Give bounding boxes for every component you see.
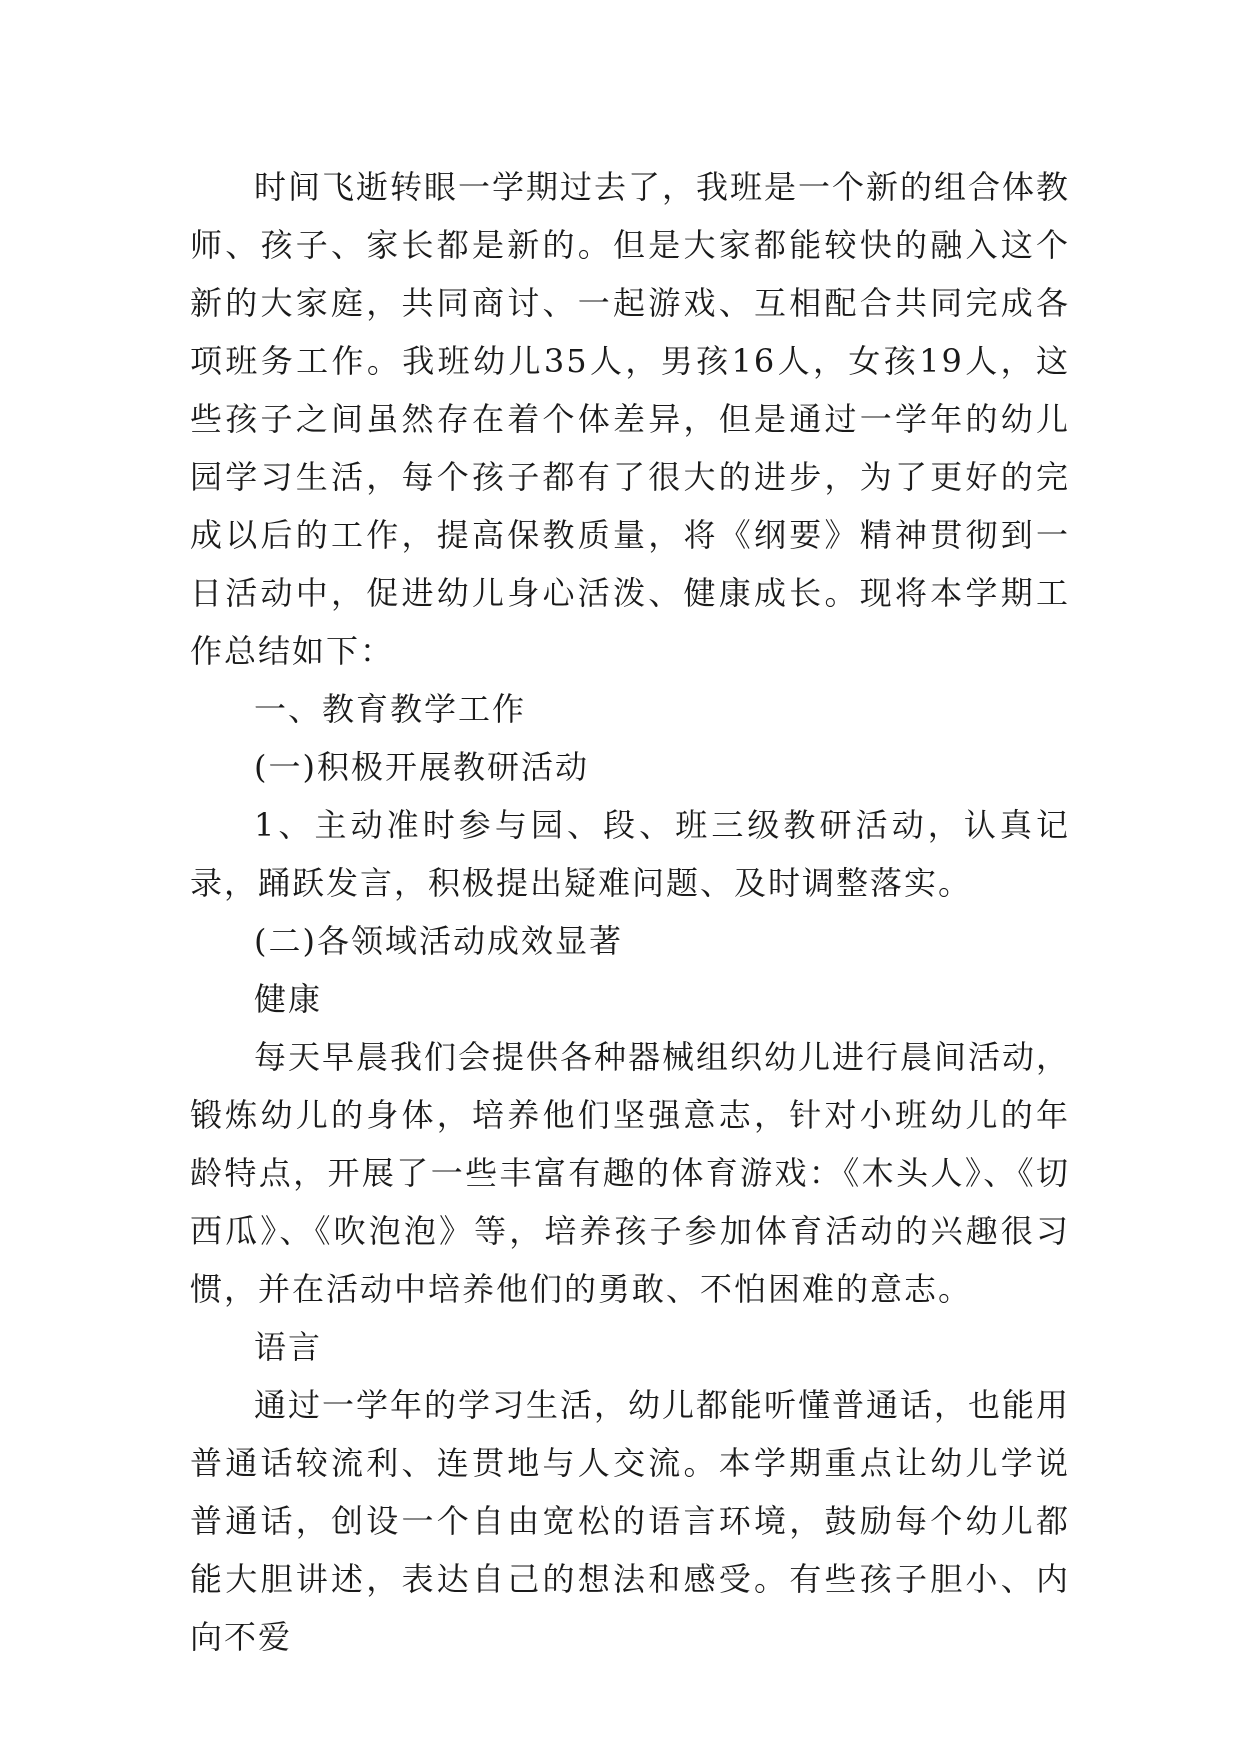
research-paragraph: 1、主动准时参与园、段、班三级教研活动，认真记录，踊跃发言，积极提出疑难问题、及时调整落实。 (190, 806, 1070, 902)
health-paragraph: 每天早晨我们会提供各种器械组织幼儿进行晨间活动，锻炼幼儿的身体，培养他们坚强意志，针对小班幼儿的年龄特点，开展了一些丰富有趣的体育游戏：《木头人》、《切西瓜》、《吹泡泡》等，培养孩子参加体育活动的兴趣很习惯，并在活动中培养他们的勇敢、不怕困难的意志。 (190, 1038, 1071, 1308)
subsection-heading-research: (一)积极开展教研活动 (254, 748, 589, 786)
domain-heading-language: 语言 (254, 1328, 323, 1366)
document-body (190, 158, 1070, 1666)
subsection-heading-domains: (二)各领域活动成效显著 (254, 922, 623, 960)
language-paragraph: 通过一学年的学习生活，幼儿都能听懂普通话，也能用普通话较流利、连贯地与人交流。本学期重点让幼儿学说普通话，创设一个自由宽松的语言环境，鼓励每个幼儿都能大胆讲述，表达自己的想法和感受。有些孩子胆小、内向不爱 (190, 1386, 1071, 1656)
domain-heading-health: 健康 (254, 980, 323, 1018)
intro-paragraph: 时间飞逝转眼一学期过去了，我班是一个新的组合体教师、孩子、家长都是新的。但是大家都能较快的融入这个新的大家庭，共同商讨、一起游戏、互相配合共同完成各项班务工作。我班幼儿35人，男孩16人，女孩19人，这些孩子之间虽然存在着个体差异，但是通过一学年的幼儿园学习生活，每个孩子都有了很大的进步，为了更好的完成以后的工作，提高保教质量，将《纲要》精神贯彻到一日活动中，促进幼儿身心活泼、健康成长。现将本学期工作总结如下： (190, 168, 1071, 670)
section-heading-education: 一、教育教学工作 (254, 690, 527, 728)
